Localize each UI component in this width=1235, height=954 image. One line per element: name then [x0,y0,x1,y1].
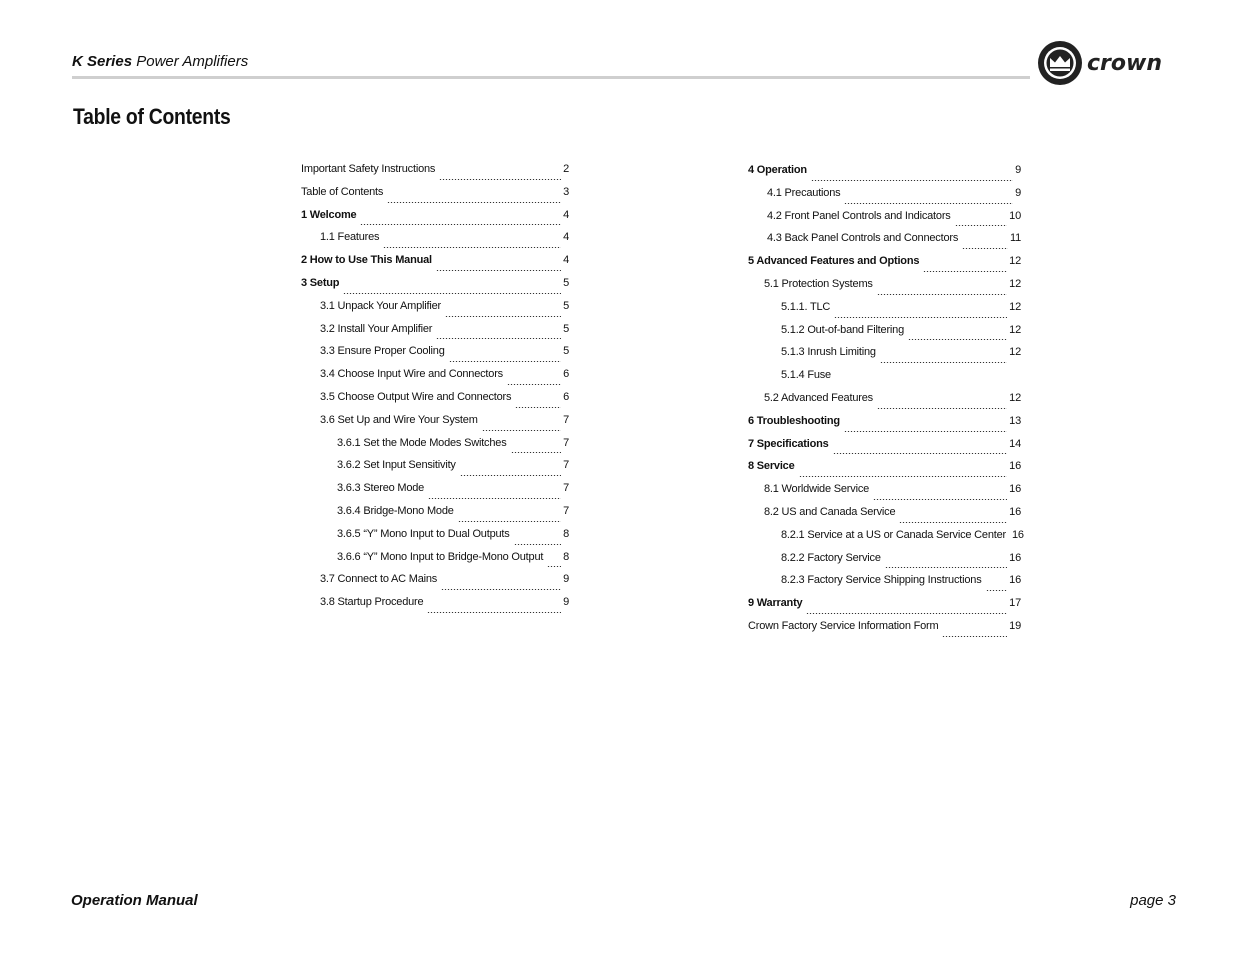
toc-entry-label: 5.1.2 Out-of-band Filtering [781,323,905,336]
toc-dot-leader [482,430,561,431]
footer-page-number: page 3 [1130,892,1176,909]
toc-dot-leader [511,452,562,453]
toc-entry-page: 8 [563,527,569,540]
toc-entry-label: 3.3 Ensure Proper Cooling [320,345,445,358]
toc-dot-leader [873,499,1007,500]
toc-entry[interactable] [748,232,1021,255]
toc-entry-page: 12 [1009,323,1021,336]
toc-entry[interactable] [748,506,1021,529]
toc-entry[interactable] [748,415,1021,438]
logo-wordmark: crown [1087,51,1162,76]
toc-dot-leader [877,408,1007,409]
toc-entry-label: 8 Service [748,460,795,473]
toc-entry-page: 14 [1009,437,1021,450]
toc-entry[interactable] [748,460,1021,483]
toc-entry-label: 4 Operation [748,164,807,176]
toc-entry-label: 5.1.3 Inrush Limiting [781,346,876,359]
toc-dot-leader [844,203,1013,204]
toc-dot-leader [449,361,561,362]
toc-entry-page: 19 [1009,619,1021,632]
toc-entry-page: 13 [1009,414,1021,427]
toc-entry-label: 3.6 Set Up and Wire Your System [320,413,478,426]
toc-entry-page: 7 [563,504,569,517]
toc-entry-label: Crown Factory Service Information Form [748,619,939,632]
toc-entry-page: 16 [1009,551,1021,564]
toc-entry-label: 1.1 Features [320,231,380,244]
toc-entry-page: 8 [563,550,569,563]
toc-dot-leader [799,476,1008,477]
toc-entry-label: 6 Troubleshooting [748,414,840,427]
toc-dot-leader [427,612,561,613]
toc-entry[interactable] [301,482,569,505]
toc-entry-page: 9 [563,573,569,586]
toc-entry[interactable] [748,392,1021,415]
toc-entry-label: 8.2.1 Service at a US or Canada Service Center [781,528,1006,541]
toc-entry[interactable] [748,528,1024,552]
crown-logo [1036,39,1182,87]
toc-entry[interactable] [748,301,1021,324]
toc-entry-label: 3.4 Choose Input Wire and Connectors [320,368,503,381]
toc-entry-label: 2 How to Use This Manual [301,254,432,267]
toc-entry-page: 3 [563,185,569,198]
toc-dot-leader [899,522,1007,523]
toc-entry[interactable] [748,552,1021,575]
toc-entry[interactable] [301,209,569,232]
toc-entry[interactable] [301,459,569,482]
footer-manual-name: Operation Manual [71,892,198,909]
toc-entry-page: 12 [1009,391,1021,404]
toc-dot-leader [986,590,1008,591]
toc-entry-label: 3 Setup [301,276,340,289]
toc-dot-leader [880,362,1007,363]
toc-entry[interactable] [301,345,569,368]
toc-entry-page: 12 [1009,346,1021,359]
toc-dot-leader [844,431,1007,432]
toc-dot-leader [811,180,1013,181]
toc-right-column [748,164,1024,643]
toc-dot-leader [343,293,561,294]
toc-entry[interactable] [748,278,1021,301]
toc-entry-label: 3.1 Unpack Your Amplifier [320,299,441,312]
toc-entry[interactable] [301,414,569,437]
toc-dot-leader [955,225,1008,226]
toc-entry-page: 12 [1009,255,1021,268]
toc-entry-page: 7 [563,413,569,426]
toc-entry[interactable] [748,346,1021,369]
toc-entry-label: 9 Warranty [748,597,803,610]
toc-dot-leader [514,544,562,545]
toc-entry-page: 6 [563,368,569,381]
toc-entry[interactable] [748,255,1021,278]
toc-dot-leader [428,498,561,499]
toc-dot-leader [460,475,561,476]
toc-entry-page: 9 [563,596,569,609]
toc-dot-leader [515,407,561,408]
toc-dot-leader [436,338,561,339]
toc-dot-leader [360,224,561,225]
toc-entry-page: 7 [563,482,569,495]
toc-entry[interactable] [301,323,569,346]
toc-dot-leader [458,521,561,522]
toc-entry-label: 8.2.3 Factory Service Shipping Instructions [781,574,982,587]
toc-entry-label: 3.5 Choose Output Wire and Connectors [320,390,512,403]
toc-entry[interactable] [748,597,1021,620]
toc-entry-page: 16 [1009,483,1021,496]
toc-entry-label: Table of Contents [301,185,384,198]
toc-entry[interactable] [748,574,1021,597]
toc-dot-leader [445,316,561,317]
toc-dot-leader [834,317,1007,318]
toc-entry-label: 5.2 Advanced Features [764,391,873,404]
toc-entry-page: 5 [563,299,569,312]
toc-dot-leader [383,247,561,248]
toc-entry-label: 3.8 Startup Procedure [320,596,424,609]
toc-entry-page: 9 [1015,164,1021,176]
toc-entry[interactable] [301,505,569,528]
toc-entry-page: 4 [563,231,569,244]
toc-dot-leader [942,636,1007,637]
toc-entry-label: 5.1.4 Fuse [781,369,831,382]
toc-entry-page: 17 [1009,597,1021,610]
toc-entry-label: 5.1 Protection Systems [764,277,873,290]
toc-entry[interactable] [301,551,569,574]
toc-entry-label: 5 Advanced Features and Options [748,255,920,268]
toc-entry-label: 3.6.3 Stereo Mode [337,482,425,495]
header-rule [72,76,1030,79]
toc-entry-label: 8.2.2 Factory Service [781,551,881,564]
toc-dot-leader [387,202,561,203]
toc-entry[interactable] [301,163,569,186]
toc-entry-page: 16 [1009,505,1021,518]
toc-entry[interactable] [301,528,569,551]
toc-dot-leader [908,339,1007,340]
toc-entry-label: Important Safety Instructions [301,163,436,175]
toc-dot-leader [833,453,1008,454]
toc-entry[interactable] [301,573,569,596]
page-title: Table of Contents [73,104,231,129]
toc-entry-page: 11 [1009,232,1021,245]
toc-entry[interactable] [748,438,1021,461]
toc-entry-page: 6 [563,390,569,403]
toc-entry[interactable] [748,164,1021,187]
toc-entry-label: 3.6.1 Set the Mode Modes Switches [337,436,507,449]
toc-dot-leader [507,384,561,385]
toc-entry-label: 3.6.2 Set Input Sensitivity [337,459,456,472]
toc-entry-page: 4 [563,208,569,221]
toc-entry-page: 16 [1009,574,1021,587]
toc-entry-page: 9 [1015,186,1021,199]
toc-dot-leader [962,248,1008,249]
toc-entry[interactable] [301,596,569,619]
toc-entry-page: 16 [1011,528,1024,541]
toc-entry-page: 7 [563,436,569,449]
toc-entry-page: 5 [563,276,569,289]
toc-entry[interactable] [301,186,569,209]
toc-entry-page: 5 [563,322,569,335]
product-name: Power Amplifiers [136,53,249,70]
toc-entry-label: 5.1.1. TLC [781,300,831,313]
toc-entry-label: 3.6.5 “Y” Mono Input to Dual Outputs [337,527,510,540]
toc-entry-page: 12 [1009,300,1021,313]
toc-entry-label: 3.6.4 Bridge-Mono Mode [337,504,454,517]
toc-entry-page: 5 [563,345,569,358]
toc-entry[interactable] [301,254,569,277]
toc-dot-leader [885,567,1007,568]
toc-entry-label: 3.6.6 “Y” Mono Input to Bridge-Mono Output [337,550,544,563]
toc-entry-label: 7 Specifications [748,437,829,450]
toc-entry-label: 4.2 Front Panel Controls and Indicators [767,209,951,222]
toc-entry[interactable] [748,324,1021,347]
toc-entry-label: 8.1 Worldwide Service [764,483,870,496]
toc-entry-page: 4 [563,254,569,267]
toc-dot-leader [439,179,561,180]
toc-dot-leader [923,271,1007,272]
toc-entry[interactable] [301,231,569,254]
toc-entry[interactable] [748,187,1021,210]
running-header [72,53,248,70]
toc-entry-label: 4.1 Precautions [767,186,841,199]
series-name: K Series [72,53,133,70]
toc-entry[interactable] [301,277,569,300]
toc-entry-page: 16 [1009,460,1021,473]
toc-entry-page: 7 [563,459,569,472]
toc-dot-leader [441,589,561,590]
toc-entry[interactable] [301,437,569,460]
toc-entry-label: 3.7 Connect to AC Mains [320,573,438,586]
toc-dot-leader [436,270,561,271]
toc-dot-leader [547,566,561,567]
toc-entry[interactable] [301,368,569,391]
toc-entry-label: 3.2 Install Your Amplifier [320,322,433,335]
toc-entry[interactable] [301,300,569,323]
toc-entry[interactable] [748,620,1021,643]
toc-entry-label: 1 Welcome [301,208,357,221]
toc-entry-page: 12 [1009,277,1021,290]
toc-dot-leader [806,613,1007,614]
toc-entry-label: 8.2 US and Canada Service [764,505,896,518]
toc-dot-leader [877,294,1007,295]
toc-entry-label: 4.3 Back Panel Controls and Connectors [767,232,959,245]
toc-entry[interactable] [748,483,1021,506]
toc-entry-page: 10 [1009,209,1021,222]
toc-entry[interactable] [748,210,1021,233]
toc-left-column [301,163,569,619]
toc-entry-page: 2 [563,163,569,175]
toc-entry[interactable] [748,369,1021,392]
toc-entry[interactable] [301,391,569,414]
